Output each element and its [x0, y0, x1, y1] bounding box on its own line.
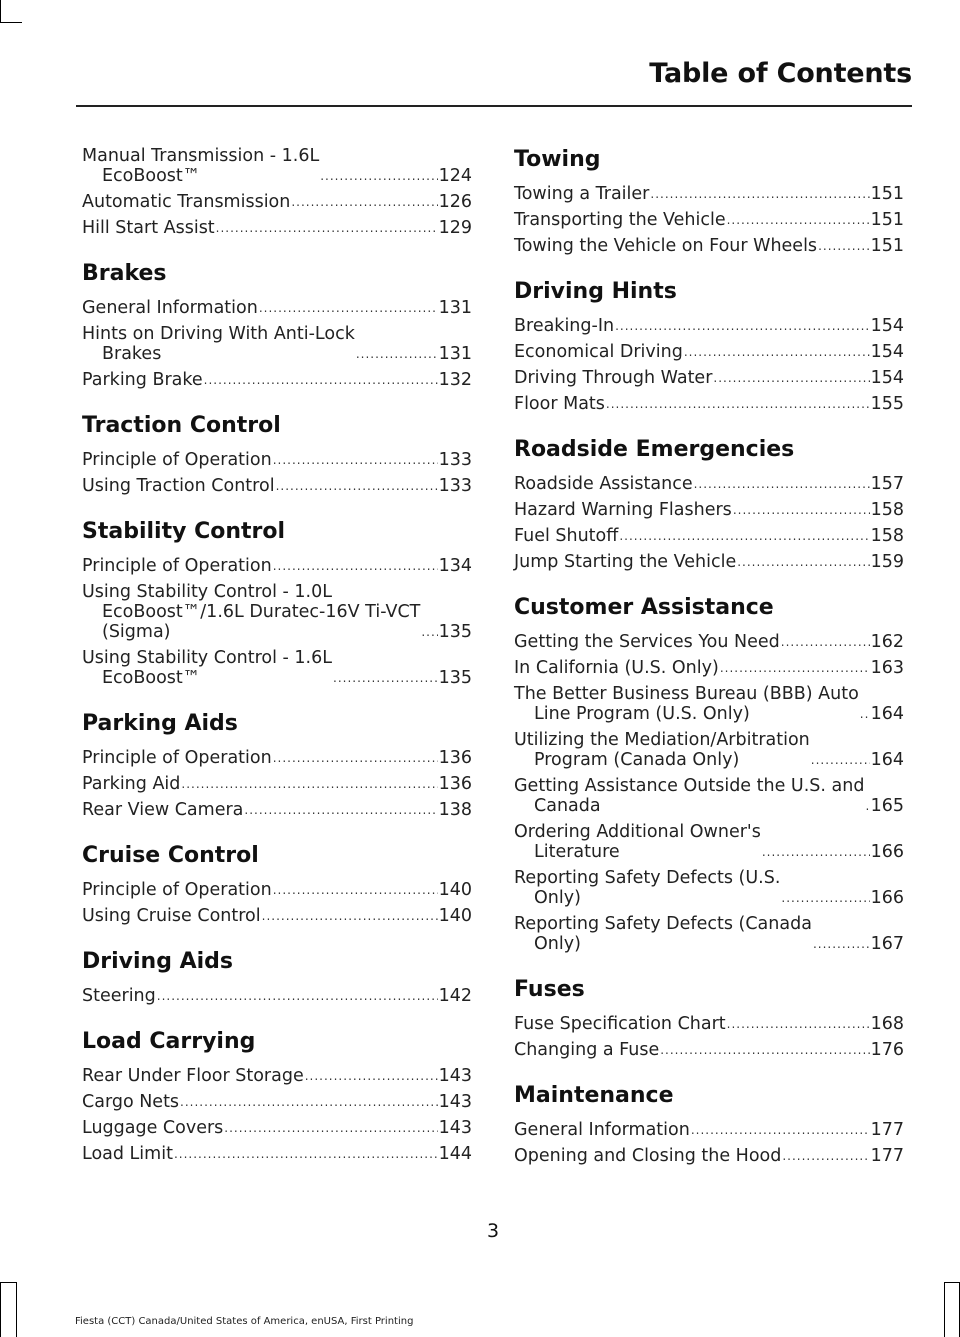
toc-entry[interactable] — [82, 1092, 472, 1112]
toc-entry-line: Getting the Services You Need — [514, 632, 780, 652]
crop-mark — [0, 0, 1, 22]
dot-leader — [694, 478, 870, 490]
toc-entry-page: 157 — [870, 474, 904, 494]
toc-entry-title — [514, 776, 864, 816]
toc-entry-page: 154 — [870, 342, 904, 362]
toc-entry-line: Rear Under Floor Storage — [82, 1066, 304, 1086]
header-rule — [76, 105, 912, 107]
toc-entry-title — [514, 552, 736, 572]
toc-entry-page: 135 — [438, 668, 472, 688]
toc-entry-page: 124 — [438, 166, 472, 186]
toc-entry-page: 138 — [438, 800, 472, 820]
toc-entry-title — [82, 324, 355, 364]
toc-entry-line: Parking Brake — [82, 370, 203, 390]
dot-leader — [813, 938, 870, 950]
toc-entry-line: Economical Driving — [514, 342, 683, 362]
toc-entry-page: 144 — [438, 1144, 472, 1164]
toc-entry[interactable] — [514, 1146, 904, 1166]
toc-entry-title — [514, 210, 726, 230]
dot-leader — [781, 892, 869, 904]
crop-mark — [16, 1282, 17, 1337]
dot-leader — [684, 346, 870, 358]
dot-leader — [174, 1148, 438, 1160]
toc-entry-page: 136 — [438, 748, 472, 768]
toc-entry[interactable] — [514, 394, 904, 414]
section-heading: Fuses — [514, 977, 585, 1002]
dot-leader — [713, 372, 869, 384]
page-header — [312, 58, 912, 89]
toc-entry-line: Principle of Operation — [82, 450, 272, 470]
toc-entry-page: 136 — [438, 774, 472, 794]
toc-entry[interactable] — [514, 342, 904, 362]
toc-entry[interactable] — [514, 474, 904, 494]
toc-entry-page: 164 — [870, 750, 904, 770]
toc-entry[interactable] — [82, 774, 472, 794]
toc-entry-page: 140 — [438, 906, 472, 926]
toc-entry-line: Principle of Operation — [82, 880, 272, 900]
dot-leader — [181, 778, 437, 790]
toc-entry-line: Roadside Assistance — [514, 474, 693, 494]
crop-mark — [0, 1282, 1, 1337]
toc-entry-line: Canada — [534, 796, 601, 816]
toc-entry-title — [514, 684, 859, 724]
toc-entry-line: Rear View Camera — [82, 800, 244, 820]
toc-entry-line: (Sigma) — [102, 622, 171, 642]
toc-entry-line: Using Stability Control - 1.6L — [82, 648, 332, 668]
toc-entry[interactable] — [82, 748, 472, 768]
toc-entry-page: 159 — [870, 552, 904, 572]
toc-entry[interactable] — [514, 1120, 904, 1140]
section-heading: Customer Assistance — [514, 595, 774, 620]
toc-entry[interactable] — [82, 556, 472, 576]
toc-entry-page: 165 — [870, 796, 904, 816]
toc-entry-line: Luggage Covers — [82, 1118, 224, 1138]
toc-entry-line: Principle of Operation — [82, 556, 272, 576]
dot-leader — [860, 708, 870, 720]
toc-entry-page: 131 — [438, 298, 472, 318]
toc-entry-line: Manual Transmission - 1.6L — [82, 146, 320, 166]
toc-entry[interactable] — [514, 184, 904, 204]
dot-leader — [262, 910, 438, 922]
toc-entry-line: Only) — [534, 934, 581, 954]
toc-entry[interactable] — [82, 370, 472, 390]
dot-leader — [619, 530, 869, 542]
toc-entry-page: 151 — [870, 184, 904, 204]
toc-entry-line: General Information — [514, 1120, 690, 1140]
toc-entry-line: Hazard Warning Flashers — [514, 500, 732, 520]
dot-leader — [737, 556, 869, 568]
section-heading: Stability Control — [82, 519, 286, 544]
toc-entry-line: Jump Starting the Vehicle — [514, 552, 737, 572]
dot-leader — [320, 170, 437, 182]
toc-entry-line: Using Traction Control — [82, 476, 275, 496]
crop-mark — [0, 1282, 16, 1283]
section-heading: Towing — [514, 147, 601, 172]
dot-leader — [606, 398, 870, 410]
dot-leader — [727, 1018, 870, 1030]
toc-entry[interactable] — [82, 582, 472, 642]
toc-entry-page: 154 — [870, 368, 904, 388]
toc-left-column — [82, 146, 472, 1170]
toc-entry[interactable] — [514, 1040, 904, 1060]
dot-leader — [157, 990, 438, 1002]
toc-entry-page: 164 — [870, 704, 904, 724]
toc-entry-page: 154 — [870, 316, 904, 336]
toc-entry-line: Steering — [82, 986, 156, 1006]
toc-entry[interactable] — [514, 658, 904, 678]
toc-entry-title — [82, 648, 332, 688]
toc-entry[interactable] — [82, 800, 472, 820]
page-number: 3 — [486, 1220, 500, 1242]
dot-leader — [291, 196, 437, 208]
section-heading: Cruise Control — [82, 843, 259, 868]
toc-entry-title — [82, 986, 156, 1006]
dot-leader — [782, 1150, 869, 1162]
toc-entry-page: 133 — [438, 450, 472, 470]
toc-entry-title — [514, 868, 780, 908]
toc-entry-title — [82, 556, 272, 576]
toc-entry-line: Parking Aid — [82, 774, 181, 794]
toc-entry-line: Reporting Safety Defects (Canada — [514, 914, 812, 934]
toc-entry-title — [514, 394, 605, 414]
toc-entry-title — [82, 906, 261, 926]
toc-entry-page: 129 — [438, 218, 472, 238]
dot-leader — [615, 320, 870, 332]
toc-entry[interactable] — [514, 526, 904, 546]
dot-leader — [180, 1096, 438, 1108]
crop-mark — [944, 1282, 960, 1283]
toc-entry-line: Using Cruise Control — [82, 906, 261, 926]
toc-entry[interactable] — [514, 684, 904, 724]
toc-entry-line: EcoBoost™ — [102, 668, 201, 688]
toc-entry-line: General Information — [82, 298, 258, 318]
toc-entry-line: Utilizing the Mediation/Arbitration — [514, 730, 810, 750]
toc-entry[interactable] — [514, 632, 904, 652]
toc-entry-page: 176 — [870, 1040, 904, 1060]
toc-entry-page: 143 — [438, 1092, 472, 1112]
toc-entry-line: Automatic Transmission — [82, 192, 291, 212]
toc-entry-title — [514, 914, 812, 954]
toc-entry[interactable] — [82, 906, 472, 926]
toc-entry-page: 151 — [870, 236, 904, 256]
toc-entry-page: 166 — [870, 842, 904, 862]
toc-entry-page: 162 — [870, 632, 904, 652]
toc-entry-title — [82, 1092, 179, 1112]
toc-entry-line: In California (U.S. Only) — [514, 658, 719, 678]
toc-entry-title — [514, 474, 693, 494]
crop-mark — [944, 1282, 945, 1337]
toc-entry[interactable] — [514, 776, 904, 816]
toc-entry-line: Changing a Fuse — [514, 1040, 660, 1060]
toc-entry[interactable] — [82, 880, 472, 900]
toc-entry-line: Transporting the Vehicle — [514, 210, 726, 230]
toc-entry-page: 167 — [870, 934, 904, 954]
toc-entry-line: Line Program (U.S. Only) — [534, 704, 750, 724]
dot-leader — [781, 636, 870, 648]
toc-entry-line: Towing a Trailer — [514, 184, 650, 204]
toc-entry-title — [514, 632, 780, 652]
toc-entry[interactable] — [514, 730, 904, 770]
toc-entry-page: 133 — [438, 476, 472, 496]
dot-leader — [273, 752, 438, 764]
toc-entry-line: EcoBoost™ — [102, 166, 201, 186]
toc-entry-line: Towing the Vehicle on Four Wheels — [514, 236, 818, 256]
toc-entry[interactable] — [82, 218, 472, 238]
toc-entry-page: 142 — [438, 986, 472, 1006]
dot-leader — [276, 480, 438, 492]
toc-entry-line: Floor Mats — [514, 394, 605, 414]
toc-entry-title — [82, 748, 272, 768]
toc-entry-title — [514, 730, 810, 770]
footer-text: Fiesta (CCT) Canada/United States of America, enUSA, First Printing — [75, 1316, 414, 1327]
toc-entry-line: EcoBoost™/1.6L Duratec-16V Ti-VCT — [102, 602, 421, 622]
dot-leader — [259, 302, 438, 314]
toc-entry-title — [514, 1014, 726, 1034]
toc-entry-line: Program (Canada Only) — [534, 750, 740, 770]
toc-entry-line: Reporting Safety Defects (U.S. — [514, 868, 781, 888]
toc-entry[interactable] — [82, 476, 472, 496]
page-title: Table of Contents — [649, 58, 912, 89]
toc-entry-line: Hints on Driving With Anti-Lock — [82, 324, 355, 344]
dot-leader — [733, 504, 870, 516]
toc-entry-page: 155 — [870, 394, 904, 414]
toc-entry[interactable] — [514, 316, 904, 336]
dot-leader — [356, 348, 438, 360]
toc-entry-title — [82, 582, 420, 642]
toc-entry-title — [514, 316, 614, 336]
toc-entry-page: 132 — [438, 370, 472, 390]
dot-leader — [305, 1070, 438, 1082]
dot-leader — [691, 1124, 870, 1136]
toc-entry-title — [514, 342, 683, 362]
section-heading: Driving Hints — [514, 279, 677, 304]
dot-leader — [762, 846, 870, 858]
toc-entry[interactable] — [514, 552, 904, 572]
toc-entry-page: 140 — [438, 880, 472, 900]
toc-entry-title — [514, 1040, 659, 1060]
crop-mark — [0, 22, 22, 23]
toc-entry-page: 168 — [870, 1014, 904, 1034]
toc-entry[interactable] — [82, 450, 472, 470]
toc-entry-page: 177 — [870, 1146, 904, 1166]
toc-entry-line: Opening and Closing the Hood — [514, 1146, 782, 1166]
dot-leader — [273, 560, 438, 572]
section-heading: Load Carrying — [82, 1029, 256, 1054]
toc-entry[interactable] — [82, 1118, 472, 1138]
toc-entry-page: 135 — [438, 622, 472, 642]
section-heading: Parking Aids — [82, 711, 238, 736]
toc-entry[interactable] — [514, 914, 904, 954]
toc-entry-title — [82, 1066, 304, 1086]
toc-entry-line: Driving Through Water — [514, 368, 713, 388]
section-heading: Traction Control — [82, 413, 281, 438]
dot-leader — [811, 754, 870, 766]
toc-entry-line: Breaking-In — [514, 316, 615, 336]
toc-entry-title — [82, 774, 180, 794]
toc-entry[interactable] — [82, 324, 472, 364]
dot-leader — [818, 240, 870, 252]
toc-entry-line: Using Stability Control - 1.0L — [82, 582, 332, 602]
toc-entry-line: Load Limit — [82, 1144, 173, 1164]
toc-entry-page: 126 — [438, 192, 472, 212]
toc-entry-title — [514, 658, 719, 678]
toc-entry-page: 143 — [438, 1066, 472, 1086]
toc-entry-line: Principle of Operation — [82, 748, 272, 768]
dot-leader — [421, 626, 437, 638]
toc-entry-title — [82, 450, 272, 470]
toc-entry-page: 151 — [870, 210, 904, 230]
toc-entry-title — [514, 236, 817, 256]
toc-entry-title — [82, 880, 272, 900]
toc-entry-line: Ordering Additional Owner's — [514, 822, 761, 842]
toc-entry-title — [82, 298, 258, 318]
toc-entry[interactable] — [514, 868, 904, 908]
dot-leader — [244, 804, 437, 816]
toc-entry[interactable] — [82, 192, 472, 212]
toc-entry-title — [82, 218, 215, 238]
toc-entry-title — [82, 370, 203, 390]
toc-entry-page: 143 — [438, 1118, 472, 1138]
dot-leader — [273, 454, 438, 466]
toc-entry[interactable] — [82, 648, 472, 688]
toc-right-column — [514, 146, 904, 1172]
dot-leader — [720, 662, 870, 674]
toc-entry-title — [514, 1146, 781, 1166]
toc-entry[interactable] — [82, 146, 472, 186]
dot-leader — [204, 374, 438, 386]
toc-entry-line: Getting Assistance Outside the U.S. and — [514, 776, 865, 796]
dot-leader — [865, 800, 869, 812]
toc-entry[interactable] — [514, 500, 904, 520]
toc-entry[interactable] — [514, 210, 904, 230]
toc-entry-line: The Better Business Bureau (BBB) Auto — [514, 684, 859, 704]
toc-entry[interactable] — [82, 1066, 472, 1086]
toc-entry[interactable] — [514, 822, 904, 862]
toc-entry-line: Brakes — [102, 344, 162, 364]
toc-entry-page: 158 — [870, 526, 904, 546]
dot-leader — [333, 672, 438, 684]
toc-entry-title — [82, 1144, 173, 1164]
section-heading: Maintenance — [514, 1083, 674, 1108]
toc-entry-title — [82, 192, 290, 212]
toc-entry-title — [514, 1120, 690, 1140]
toc-entry[interactable] — [82, 986, 472, 1006]
toc-entry-line: Fuse Specification Chart — [514, 1014, 726, 1034]
section-heading: Driving Aids — [82, 949, 234, 974]
toc-entry-line: Hill Start Assist — [82, 218, 215, 238]
toc-entry-title — [82, 146, 319, 186]
section-heading: Roadside Emergencies — [514, 437, 795, 462]
dot-leader — [273, 884, 438, 896]
dot-leader — [216, 222, 438, 234]
toc-entry-line: Fuel Shutoff — [514, 526, 619, 546]
toc-entry-page: 131 — [438, 344, 472, 364]
toc-entry-title — [514, 184, 649, 204]
section-heading: Brakes — [82, 261, 167, 286]
toc-entry-title — [514, 500, 732, 520]
toc-entry[interactable] — [82, 298, 472, 318]
dot-leader — [224, 1122, 437, 1134]
toc-entry-line: Literature — [534, 842, 620, 862]
toc-entry-line: Cargo Nets — [82, 1092, 180, 1112]
dot-leader — [727, 214, 870, 226]
toc-entry[interactable] — [82, 1144, 472, 1164]
toc-entry-page: 163 — [870, 658, 904, 678]
toc-entry-title — [82, 800, 243, 820]
toc-entry[interactable] — [514, 236, 904, 256]
toc-entry-page: 177 — [870, 1120, 904, 1140]
toc-entry-title — [514, 822, 761, 862]
dot-leader — [660, 1044, 869, 1056]
toc-entry-page: 166 — [870, 888, 904, 908]
toc-entry-page: 158 — [870, 500, 904, 520]
toc-entry[interactable] — [514, 1014, 904, 1034]
toc-entry-title — [514, 368, 712, 388]
toc-entry-page: 134 — [438, 556, 472, 576]
toc-entry-line: Only) — [534, 888, 581, 908]
toc-entry-title — [82, 1118, 223, 1138]
toc-entry[interactable] — [514, 368, 904, 388]
toc-entry-title — [82, 476, 275, 496]
toc-entry-title — [514, 526, 618, 546]
dot-leader — [650, 188, 869, 200]
